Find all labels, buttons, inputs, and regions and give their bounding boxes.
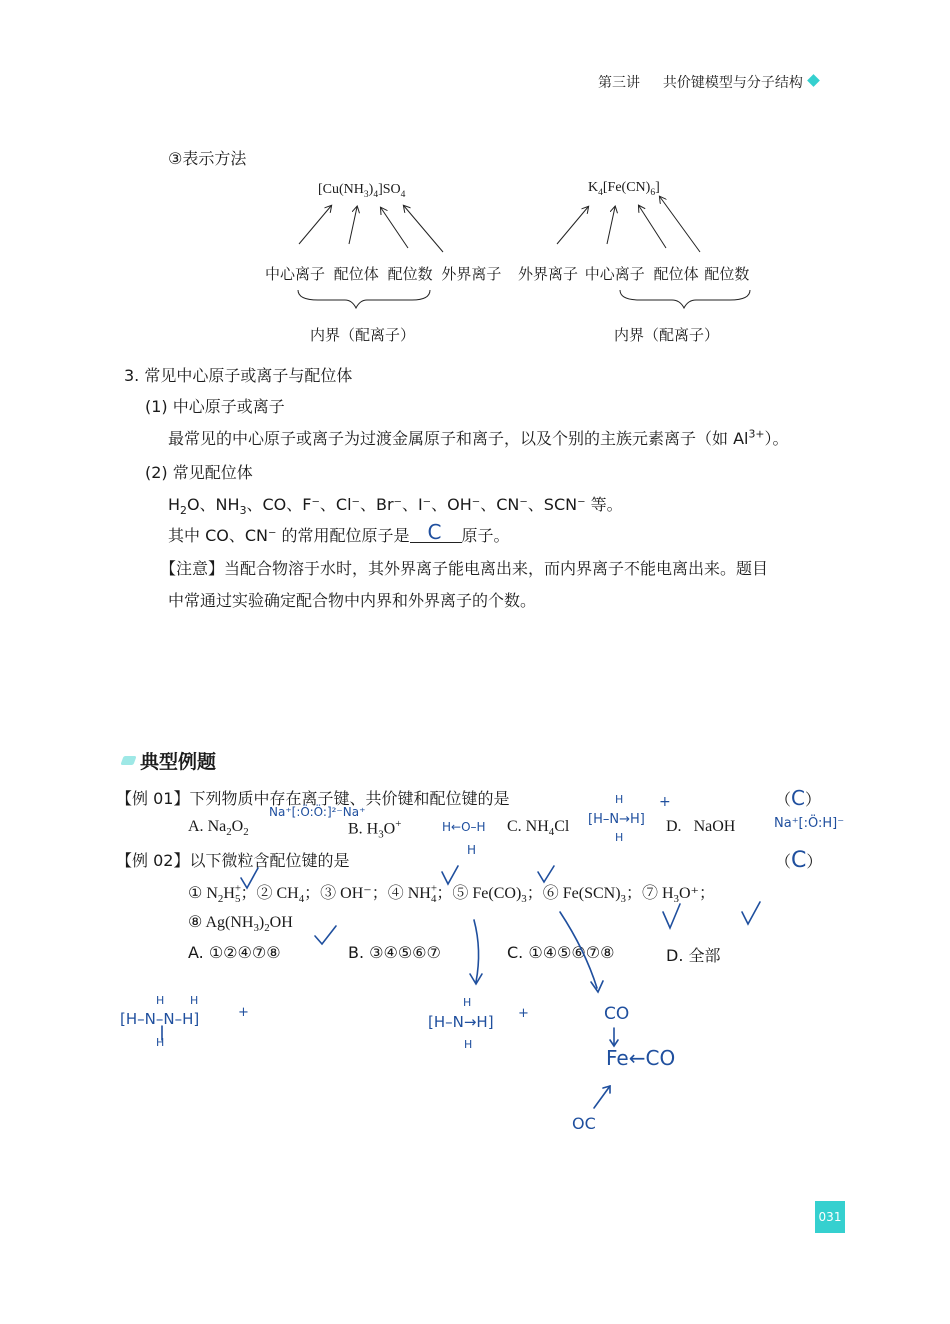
hw-n2h5: [H–N–N–H] (120, 1010, 200, 1028)
ex1-option-c[interactable]: C. $NH_4Cl$ (507, 818, 570, 839)
check-mark-1 (241, 868, 258, 888)
hw-naoh: Na⁺[:Ö:H]⁻ (774, 816, 845, 831)
check-mark-3 (538, 866, 554, 882)
hw-n2h5-h1: H (156, 994, 165, 1007)
hw-fe-co-bottom: OC (572, 1114, 596, 1133)
hw-n2h5-plus: + (238, 1005, 249, 1020)
hw-n2h5-h3: H (156, 1036, 165, 1049)
note-line-2: 中常通过实验确定配合物中内界和外界离子的个数。 (168, 591, 537, 610)
ex1-answer-paren: （C） (775, 786, 821, 810)
handwritten-answer: C (427, 520, 442, 544)
ex2-option-b[interactable]: B. ③④⑤⑥⑦ (348, 943, 441, 962)
hw-nh4-top: H (615, 793, 624, 806)
check-mark-4 (663, 904, 680, 928)
right-formula: $K_4[Fe(CN)_6]$ (588, 180, 660, 198)
check-mark-6 (315, 926, 336, 944)
check-mark-5 (742, 902, 760, 924)
ex1-option-a[interactable]: A. $Na_2O_2$ (188, 818, 249, 839)
ex1-option-d[interactable]: D. NaOH (666, 818, 736, 835)
examples-title: 典型例题 (140, 751, 217, 773)
section3-sub2: (2) 常见配位体 (145, 463, 253, 482)
left-inner-sphere: 内界（配离子） (310, 326, 416, 344)
hw-na2o2: Na⁺[:Ö:Ö:]²⁻Na⁺ (269, 805, 366, 819)
hw-nh4-mid: [H–N→H] (588, 812, 645, 827)
ex1-question: 【例 01】下列物质中存在离子键、共价键和配位键的是 (116, 789, 510, 808)
hw-h3o-h: H (467, 843, 477, 857)
hw-h3o: H←O–H (442, 820, 486, 834)
hw-n2h5-h2: H (190, 994, 199, 1007)
arrow-to-nh4 (474, 920, 479, 982)
ex2-answer-paren: （C） (775, 848, 823, 873)
ex1-option-b[interactable]: B. $H_3O^+$ (348, 818, 402, 841)
notation-heading: ③表示方法 (168, 149, 247, 168)
section3-sub1: (1) 中心原子或离子 (145, 397, 285, 416)
hw-nh4-bot: H (615, 831, 624, 844)
header-title: 共价键模型与分子结构 (662, 75, 803, 91)
arrow-to-feco (560, 912, 597, 988)
check-mark-2 (442, 866, 458, 884)
hw-fe-co-top: CO (604, 1004, 630, 1024)
hw-nh4b-bot: H (464, 1038, 473, 1051)
right-labels: 外界离子 中心离子 配位体 配位数 (518, 265, 750, 283)
coord-atom-line: 其中 CO、CN⁻ 的常用配位原子是 C 原子。 (168, 520, 510, 545)
left-labels: 中心离子 配位体 配位数 外界离子 (265, 265, 502, 283)
header-chapter: 第三讲 (598, 75, 640, 91)
ex2-species-line-1: ① $N_2H^+_5$；② $CH_4$；③ OH⁻；④ $NH^+_4$；⑤ $Fe(CO)_3$；⑥ $Fe(SCN)_3$；⑦ $H_3O^+$； (188, 882, 715, 906)
ex2-handwritten-answer: C (791, 848, 807, 873)
hw-nh4-plus: + (659, 794, 671, 810)
ex2-option-a[interactable]: A. ①②④⑦⑧ (188, 943, 281, 962)
section3-title: 3. 常见中心原子或离子与配位体 (124, 366, 353, 385)
fe-bond-bottom (594, 1086, 610, 1108)
note-line-1: 【注意】当配合物溶于水时，其外界离子能电离出来，而内界离子不能电离出来。题目 (160, 559, 769, 578)
ex2-option-c[interactable]: C. ①④⑤⑥⑦⑧ (507, 943, 615, 962)
section3-sub1-text: 最常见的中心原子或离子为过渡金属原子和离子，以及个别的主族元素离子（如 $Al^{3+}$）。 (168, 427, 789, 448)
left-formula: $[Cu(NH_3)_4]SO_4$ (318, 182, 406, 200)
page-number: 031 (815, 1201, 845, 1233)
right-inner-sphere: 内界（配离子） (614, 326, 720, 344)
hw-nh4b: [H–N→H] (428, 1013, 494, 1031)
ex2-question: 【例 02】以下微粒含配位键的是 (116, 851, 350, 870)
ex2-species-line-2: ⑧ $Ag(NH_3)_2OH$ (188, 914, 293, 935)
hw-nh4b-plus: + (518, 1006, 529, 1021)
ex2-option-d[interactable]: D. 全部 (666, 946, 721, 965)
ex1-handwritten-answer: C (791, 786, 805, 810)
ligand-list: $H_2O$、$NH_3$、CO、F⁻、Cl⁻、Br⁻、I⁻、OH⁻、CN⁻、SCN⁻ 等。 (168, 495, 623, 518)
hw-nh4b-top: H (463, 996, 472, 1009)
hw-fe-center: Fe←CO (606, 1046, 676, 1070)
